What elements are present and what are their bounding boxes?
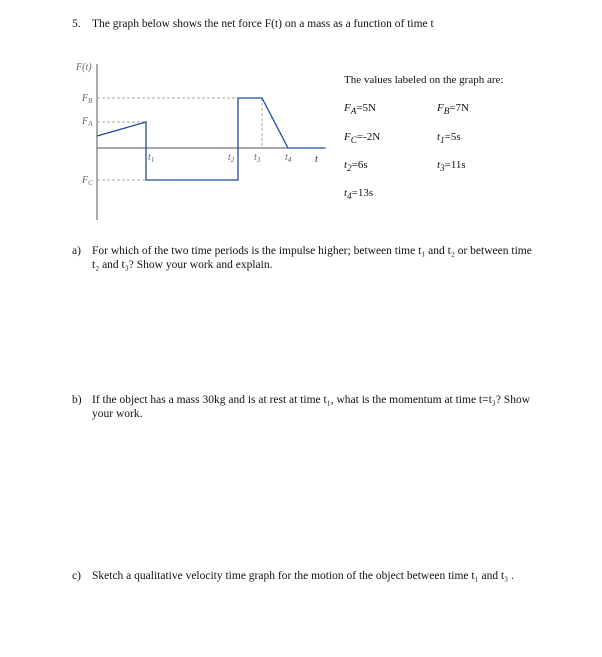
value-t2-text: =6s: [351, 159, 368, 171]
label-fa: $F_A$: [82, 116, 93, 128]
value-t4-text: =13s: [351, 187, 374, 199]
part-a-text: [92, 244, 562, 272]
value-t1: $t_1=5s$: [437, 131, 461, 146]
force-curve: [97, 98, 324, 180]
part-a-line1: For which of the two time periods is the impulse higher; between time t₁ and t₂ or between time: [92, 245, 532, 257]
label-fc: $F_C$: [82, 175, 93, 187]
value-fc: $F_C=-2N$: [344, 131, 381, 146]
part-b-text: [92, 393, 562, 421]
question-intro: [92, 17, 434, 31]
part-c-line1: Sketch a qualitative velocity time graph for the motion of the object between time t₁ and t₃ .: [92, 570, 514, 582]
value-t3-text: =11s: [444, 159, 466, 171]
label-t3: $t_3$: [254, 152, 261, 164]
value-fb: $F_B=7N$: [437, 102, 469, 117]
value-t2: $t_2=6s$: [344, 159, 368, 174]
value-fa-text: =5N: [356, 102, 376, 114]
intro-text: The graph below shows the net force F(t) on a mass as a function of time t: [92, 18, 434, 30]
part-b-line1: If the object has a mass 30kg and is at rest at time t₁, what is the momentum at time t=t₃? Show: [92, 394, 530, 406]
part-c-label: c): [72, 570, 81, 582]
force-time-graph: [66, 52, 346, 227]
label-fb: $F_B$: [82, 93, 93, 105]
value-fc-text: =-2N: [356, 131, 381, 143]
question-number: 5.: [72, 18, 81, 30]
value-t3: $t_3=11s$: [437, 159, 466, 174]
part-b-line2: your work.: [92, 408, 143, 420]
part-c-text: [92, 569, 562, 583]
label-t4: $t_4$: [285, 152, 292, 164]
part-a-line2: t₂ and t₃? Show your work and explain.: [92, 259, 273, 271]
value-t4: $t_4=13s$: [344, 187, 374, 202]
value-fb-text: =7N: [449, 102, 469, 114]
x-axis-label: t: [315, 154, 318, 165]
part-a-label: a): [72, 245, 81, 257]
y-axis-label: F(t): [76, 62, 92, 73]
values-heading: The values labeled on the graph are:: [344, 74, 504, 86]
label-t2: $t_2$: [228, 152, 235, 164]
part-b-label: b): [72, 394, 82, 406]
value-t1-text: =5s: [444, 131, 461, 143]
value-fa: $F_A=5N$: [344, 102, 376, 117]
label-t1: $t_1$: [148, 152, 155, 164]
